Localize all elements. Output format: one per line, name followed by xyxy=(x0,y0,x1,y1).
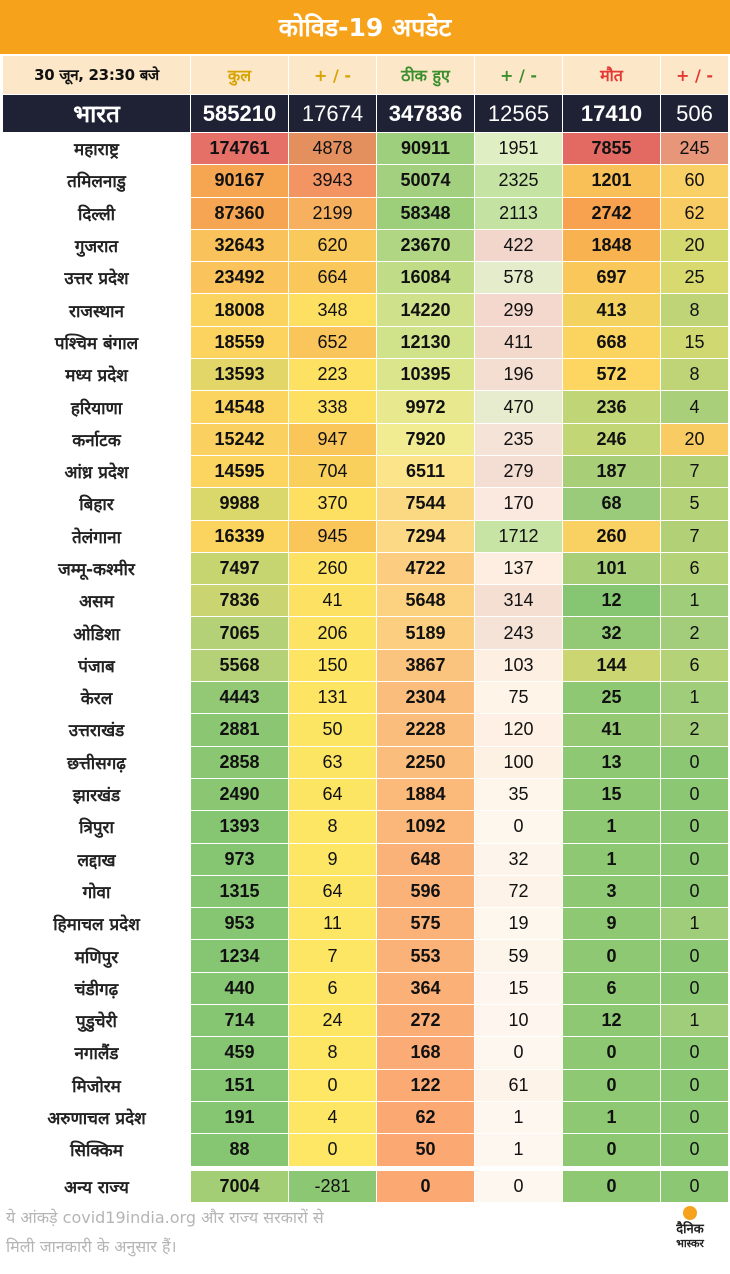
total-cell: 1393 xyxy=(191,811,289,843)
total-cell: 13593 xyxy=(191,359,289,391)
table-row xyxy=(3,940,729,972)
state-name: उत्तर प्रदेश xyxy=(3,262,191,294)
deaths-change-cell: 6 xyxy=(661,552,729,584)
recovered-change-cell: 15 xyxy=(475,972,563,1004)
total-change-cell: 664 xyxy=(289,262,377,294)
deaths-change-cell: 0 xyxy=(661,746,729,778)
recovered-cell: 5189 xyxy=(377,617,475,649)
total-change-cell: 131 xyxy=(289,682,377,714)
deaths-cell: 13 xyxy=(563,746,661,778)
recovered-cell: 5648 xyxy=(377,585,475,617)
total-cell: 4443 xyxy=(191,682,289,714)
total-change-cell: 206 xyxy=(289,617,377,649)
recovered-cell: 364 xyxy=(377,972,475,1004)
state-name: झारखंड xyxy=(3,778,191,810)
header-total: कुल xyxy=(191,56,289,95)
state-name: छत्तीसगढ़ xyxy=(3,746,191,778)
header-deaths-change: + / - xyxy=(661,56,729,95)
deaths-cell: 15 xyxy=(563,778,661,810)
deaths-cell: 1848 xyxy=(563,229,661,261)
table-row xyxy=(3,617,729,649)
total-cell: 151 xyxy=(191,1069,289,1101)
national-name: भारत xyxy=(3,95,191,133)
total-change-cell: 4 xyxy=(289,1101,377,1133)
recovered-cell: 168 xyxy=(377,1037,475,1069)
recovered-change-cell: 170 xyxy=(475,488,563,520)
total-cell: 2858 xyxy=(191,746,289,778)
logo-text: दैनिक xyxy=(676,1222,704,1237)
recovered-cell: 12130 xyxy=(377,326,475,358)
recovered-cell: 553 xyxy=(377,940,475,972)
table-row xyxy=(3,843,729,875)
deaths-change-cell: 20 xyxy=(661,423,729,455)
deaths-cell: 12 xyxy=(563,585,661,617)
deaths-change-cell: 8 xyxy=(661,294,729,326)
national-recovered-change: 12565 xyxy=(475,95,563,133)
table-row xyxy=(3,908,729,940)
deaths-change-cell: 20 xyxy=(661,229,729,261)
state-name: केरल xyxy=(3,682,191,714)
source-footnote xyxy=(6,1203,476,1261)
total-cell: 5568 xyxy=(191,649,289,681)
total-change-cell: 947 xyxy=(289,423,377,455)
deaths-change-cell: 25 xyxy=(661,262,729,294)
deaths-change-cell: 0 xyxy=(661,972,729,1004)
recovered-change-cell: 235 xyxy=(475,423,563,455)
total-cell: 14548 xyxy=(191,391,289,423)
recovered-cell: 14220 xyxy=(377,294,475,326)
total-change-cell: 64 xyxy=(289,778,377,810)
total-change-cell: 6 xyxy=(289,972,377,1004)
recovered-change-cell: 72 xyxy=(475,875,563,907)
recovered-change-cell: 35 xyxy=(475,778,563,810)
recovered-cell: 58348 xyxy=(377,197,475,229)
deaths-cell: 144 xyxy=(563,649,661,681)
recovered-cell: 9972 xyxy=(377,391,475,423)
header-deaths: मौत xyxy=(563,56,661,95)
recovered-cell: 50 xyxy=(377,1134,475,1166)
state-name: मणिपुर xyxy=(3,940,191,972)
recovered-change-cell: 411 xyxy=(475,326,563,358)
total-cell: 191 xyxy=(191,1101,289,1133)
footnote-line: मिली जानकारी के अनुसार हैं। xyxy=(6,1237,177,1256)
recovered-cell: 2250 xyxy=(377,746,475,778)
total-cell: 7065 xyxy=(191,617,289,649)
recovered-cell: 3867 xyxy=(377,649,475,681)
state-name: पुडुचेरी xyxy=(3,1005,191,1037)
recovered-cell: 16084 xyxy=(377,262,475,294)
deaths-change-cell: 0 xyxy=(661,1101,729,1133)
table-row xyxy=(3,262,729,294)
state-name: त्रिपुरा xyxy=(3,811,191,843)
header-date: 30 जून, 23:30 बजे xyxy=(3,56,191,95)
table-row xyxy=(3,1101,729,1133)
deaths-change-cell: 6 xyxy=(661,649,729,681)
covid-stats-table xyxy=(2,55,729,1203)
total-change-cell: 24 xyxy=(289,1005,377,1037)
total-cell: 440 xyxy=(191,972,289,1004)
state-name: हिमाचल प्रदेश xyxy=(3,908,191,940)
deaths-change-cell: 62 xyxy=(661,197,729,229)
recovered-change-cell: 137 xyxy=(475,552,563,584)
deaths-change-cell: 15 xyxy=(661,326,729,358)
state-name: हरियाणा xyxy=(3,391,191,423)
deaths-change-cell: 0 xyxy=(661,811,729,843)
deaths-cell: 668 xyxy=(563,326,661,358)
state-name: उत्तराखंड xyxy=(3,714,191,746)
state-name: आंध्र प्रदेश xyxy=(3,455,191,487)
state-name: चंडीगढ़ xyxy=(3,972,191,1004)
deaths-change-cell: 0 xyxy=(661,1134,729,1166)
recovered-cell: 62 xyxy=(377,1101,475,1133)
total-cell: 14595 xyxy=(191,455,289,487)
recovered-change-cell: 32 xyxy=(475,843,563,875)
deaths-change-cell: 0 xyxy=(661,1069,729,1101)
national-recovered: 347836 xyxy=(377,95,475,133)
state-name: गुजरात xyxy=(3,229,191,261)
deaths-cell: 1201 xyxy=(563,165,661,197)
state-name: तमिलनाडु xyxy=(3,165,191,197)
deaths-cell: 7855 xyxy=(563,133,661,165)
table-row xyxy=(3,714,729,746)
deaths-cell: 1 xyxy=(563,1101,661,1133)
recovered-cell: 596 xyxy=(377,875,475,907)
deaths-cell: 12 xyxy=(563,1005,661,1037)
deaths-cell: 41 xyxy=(563,714,661,746)
state-name: मध्य प्रदेश xyxy=(3,359,191,391)
deaths-change-cell: 0 xyxy=(661,875,729,907)
total-cell: 2881 xyxy=(191,714,289,746)
table-row xyxy=(3,682,729,714)
total-cell: 18559 xyxy=(191,326,289,358)
total-change-cell: 63 xyxy=(289,746,377,778)
deaths-cell: 68 xyxy=(563,488,661,520)
recovered-change-cell: 59 xyxy=(475,940,563,972)
deaths-cell: 0 xyxy=(563,1170,661,1202)
table-row xyxy=(3,649,729,681)
national-row xyxy=(3,95,729,133)
table-row xyxy=(3,1069,729,1101)
total-cell: 459 xyxy=(191,1037,289,1069)
recovered-change-cell: 10 xyxy=(475,1005,563,1037)
deaths-cell: 6 xyxy=(563,972,661,1004)
recovered-change-cell: 279 xyxy=(475,455,563,487)
state-name: महाराष्ट्र xyxy=(3,133,191,165)
deaths-cell: 260 xyxy=(563,520,661,552)
total-change-cell: 348 xyxy=(289,294,377,326)
state-name: राजस्थान xyxy=(3,294,191,326)
deaths-change-cell: 7 xyxy=(661,520,729,552)
dainik-bhaskar-logo xyxy=(660,1206,720,1264)
recovered-change-cell: 422 xyxy=(475,229,563,261)
recovered-change-cell: 0 xyxy=(475,811,563,843)
state-name: असम xyxy=(3,585,191,617)
deaths-change-cell: 4 xyxy=(661,391,729,423)
table-row xyxy=(3,359,729,391)
state-name: अन्य राज्य xyxy=(3,1170,191,1202)
total-cell: 1234 xyxy=(191,940,289,972)
deaths-change-cell: 245 xyxy=(661,133,729,165)
national-total-change: 17674 xyxy=(289,95,377,133)
table-row xyxy=(3,488,729,520)
table-row xyxy=(3,778,729,810)
total-change-cell: 4878 xyxy=(289,133,377,165)
recovered-change-cell: 75 xyxy=(475,682,563,714)
table-row xyxy=(3,1005,729,1037)
state-name: मिजोरम xyxy=(3,1069,191,1101)
recovered-cell: 10395 xyxy=(377,359,475,391)
table-row xyxy=(3,294,729,326)
deaths-cell: 2742 xyxy=(563,197,661,229)
state-name: पश्चिम बंगाल xyxy=(3,326,191,358)
deaths-cell: 25 xyxy=(563,682,661,714)
recovered-cell: 122 xyxy=(377,1069,475,1101)
recovered-change-cell: 243 xyxy=(475,617,563,649)
recovered-cell: 7544 xyxy=(377,488,475,520)
total-change-cell: 8 xyxy=(289,1037,377,1069)
table-row xyxy=(3,585,729,617)
header-total-change: + / - xyxy=(289,56,377,95)
recovered-cell: 50074 xyxy=(377,165,475,197)
deaths-change-cell: 5 xyxy=(661,488,729,520)
deaths-cell: 1 xyxy=(563,811,661,843)
total-change-cell: 11 xyxy=(289,908,377,940)
other-states-row xyxy=(3,1170,729,1202)
deaths-change-cell: 0 xyxy=(661,1037,729,1069)
total-cell: 88 xyxy=(191,1134,289,1166)
recovered-change-cell: 0 xyxy=(475,1170,563,1202)
recovered-change-cell: 1 xyxy=(475,1134,563,1166)
recovered-change-cell: 1 xyxy=(475,1101,563,1133)
state-name: अरुणाचल प्रदेश xyxy=(3,1101,191,1133)
deaths-change-cell: 60 xyxy=(661,165,729,197)
table-row xyxy=(3,746,729,778)
deaths-cell: 0 xyxy=(563,1069,661,1101)
deaths-change-cell: 1 xyxy=(661,682,729,714)
table-row xyxy=(3,1037,729,1069)
recovered-cell: 1092 xyxy=(377,811,475,843)
recovered-cell: 7920 xyxy=(377,423,475,455)
recovered-cell: 6511 xyxy=(377,455,475,487)
national-total: 585210 xyxy=(191,95,289,133)
total-cell: 23492 xyxy=(191,262,289,294)
table-row xyxy=(3,455,729,487)
deaths-change-cell: 2 xyxy=(661,617,729,649)
recovered-change-cell: 196 xyxy=(475,359,563,391)
recovered-cell: 575 xyxy=(377,908,475,940)
deaths-change-cell: 0 xyxy=(661,778,729,810)
recovered-change-cell: 120 xyxy=(475,714,563,746)
state-name: बिहार xyxy=(3,488,191,520)
total-change-cell: 7 xyxy=(289,940,377,972)
header-row xyxy=(3,56,729,95)
page-title: कोविड-19 अपडेट xyxy=(0,0,730,54)
table-row xyxy=(3,972,729,1004)
state-name: नगालैंड xyxy=(3,1037,191,1069)
total-change-cell: 338 xyxy=(289,391,377,423)
deaths-cell: 187 xyxy=(563,455,661,487)
recovered-cell: 0 xyxy=(377,1170,475,1202)
state-name: तेलंगाना xyxy=(3,520,191,552)
deaths-change-cell: 1 xyxy=(661,908,729,940)
recovered-change-cell: 314 xyxy=(475,585,563,617)
recovered-cell: 2228 xyxy=(377,714,475,746)
total-cell: 15242 xyxy=(191,423,289,455)
deaths-change-cell: 0 xyxy=(661,843,729,875)
total-change-cell: 370 xyxy=(289,488,377,520)
national-deaths-change: 506 xyxy=(661,95,729,133)
total-change-cell: 9 xyxy=(289,843,377,875)
total-cell: 9988 xyxy=(191,488,289,520)
total-change-cell: 41 xyxy=(289,585,377,617)
total-cell: 1315 xyxy=(191,875,289,907)
total-cell: 2490 xyxy=(191,778,289,810)
total-cell: 90167 xyxy=(191,165,289,197)
total-change-cell: 0 xyxy=(289,1069,377,1101)
table-row xyxy=(3,875,729,907)
recovered-change-cell: 2325 xyxy=(475,165,563,197)
table-row xyxy=(3,811,729,843)
state-name: पंजाब xyxy=(3,649,191,681)
table-row xyxy=(3,197,729,229)
total-cell: 7836 xyxy=(191,585,289,617)
total-change-cell: 8 xyxy=(289,811,377,843)
total-change-cell: 50 xyxy=(289,714,377,746)
table-row xyxy=(3,133,729,165)
state-name: ओडिशा xyxy=(3,617,191,649)
total-cell: 18008 xyxy=(191,294,289,326)
recovered-change-cell: 61 xyxy=(475,1069,563,1101)
deaths-change-cell: 1 xyxy=(661,585,729,617)
deaths-change-cell: 0 xyxy=(661,1170,729,1202)
recovered-change-cell: 19 xyxy=(475,908,563,940)
total-cell: 174761 xyxy=(191,133,289,165)
table-row xyxy=(3,552,729,584)
recovered-change-cell: 0 xyxy=(475,1037,563,1069)
total-change-cell: 2199 xyxy=(289,197,377,229)
sun-dot-icon xyxy=(683,1206,697,1220)
table-row xyxy=(3,165,729,197)
header-recovered-change: + / - xyxy=(475,56,563,95)
table-row xyxy=(3,423,729,455)
footnote-line: ये आंकड़े covid19india.org और राज्य सरकारों से xyxy=(6,1208,324,1227)
recovered-change-cell: 2113 xyxy=(475,197,563,229)
deaths-cell: 0 xyxy=(563,1037,661,1069)
total-change-cell: 3943 xyxy=(289,165,377,197)
total-change-cell: -281 xyxy=(289,1170,377,1202)
header-recovered: ठीक हुए xyxy=(377,56,475,95)
deaths-cell: 9 xyxy=(563,908,661,940)
table-row xyxy=(3,229,729,261)
recovered-cell: 2304 xyxy=(377,682,475,714)
total-cell: 7497 xyxy=(191,552,289,584)
state-name: कर्नाटक xyxy=(3,423,191,455)
deaths-cell: 413 xyxy=(563,294,661,326)
deaths-cell: 697 xyxy=(563,262,661,294)
total-change-cell: 0 xyxy=(289,1134,377,1166)
state-name: गोवा xyxy=(3,875,191,907)
recovered-cell: 1884 xyxy=(377,778,475,810)
deaths-cell: 0 xyxy=(563,940,661,972)
table-row xyxy=(3,326,729,358)
total-cell: 32643 xyxy=(191,229,289,261)
table-row xyxy=(3,1134,729,1166)
recovered-change-cell: 578 xyxy=(475,262,563,294)
total-cell: 16339 xyxy=(191,520,289,552)
state-name: लद्दाख xyxy=(3,843,191,875)
recovered-change-cell: 1712 xyxy=(475,520,563,552)
deaths-cell: 101 xyxy=(563,552,661,584)
recovered-cell: 648 xyxy=(377,843,475,875)
recovered-cell: 4722 xyxy=(377,552,475,584)
total-change-cell: 620 xyxy=(289,229,377,261)
national-deaths: 17410 xyxy=(563,95,661,133)
recovered-change-cell: 299 xyxy=(475,294,563,326)
state-name: जम्मू-कश्मीर xyxy=(3,552,191,584)
deaths-change-cell: 0 xyxy=(661,940,729,972)
recovered-change-cell: 100 xyxy=(475,746,563,778)
total-change-cell: 223 xyxy=(289,359,377,391)
total-cell: 87360 xyxy=(191,197,289,229)
total-change-cell: 652 xyxy=(289,326,377,358)
deaths-cell: 572 xyxy=(563,359,661,391)
total-cell: 973 xyxy=(191,843,289,875)
deaths-cell: 32 xyxy=(563,617,661,649)
total-change-cell: 260 xyxy=(289,552,377,584)
logo-text: भास्कर xyxy=(676,1237,704,1250)
deaths-change-cell: 2 xyxy=(661,714,729,746)
total-change-cell: 704 xyxy=(289,455,377,487)
recovered-change-cell: 103 xyxy=(475,649,563,681)
deaths-change-cell: 7 xyxy=(661,455,729,487)
state-name: दिल्ली xyxy=(3,197,191,229)
table-row xyxy=(3,391,729,423)
deaths-change-cell: 1 xyxy=(661,1005,729,1037)
total-cell: 714 xyxy=(191,1005,289,1037)
deaths-cell: 236 xyxy=(563,391,661,423)
recovered-cell: 7294 xyxy=(377,520,475,552)
total-change-cell: 150 xyxy=(289,649,377,681)
deaths-cell: 0 xyxy=(563,1134,661,1166)
deaths-cell: 1 xyxy=(563,843,661,875)
total-cell: 7004 xyxy=(191,1170,289,1202)
total-cell: 953 xyxy=(191,908,289,940)
deaths-cell: 3 xyxy=(563,875,661,907)
state-name: सिक्किम xyxy=(3,1134,191,1166)
deaths-cell: 246 xyxy=(563,423,661,455)
deaths-change-cell: 8 xyxy=(661,359,729,391)
total-change-cell: 945 xyxy=(289,520,377,552)
recovered-change-cell: 470 xyxy=(475,391,563,423)
recovered-cell: 23670 xyxy=(377,229,475,261)
total-change-cell: 64 xyxy=(289,875,377,907)
recovered-cell: 90911 xyxy=(377,133,475,165)
table-row xyxy=(3,520,729,552)
recovered-cell: 272 xyxy=(377,1005,475,1037)
recovered-change-cell: 1951 xyxy=(475,133,563,165)
